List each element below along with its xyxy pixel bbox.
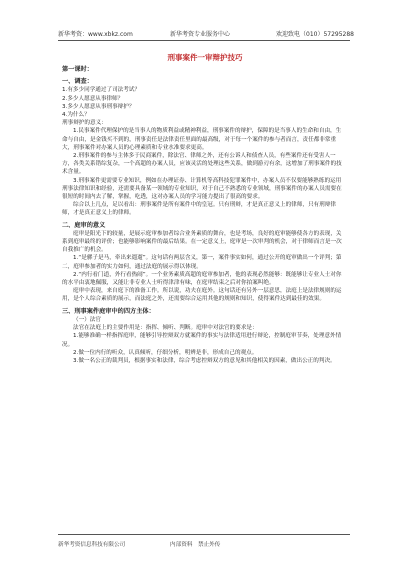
section-1-heading: 一、调查：: [62, 78, 93, 86]
header-center-name: 新华考资专业服务中心: [170, 31, 231, 38]
paragraph: 1.“是骡子是马，牵出来遛遛”。这句话有两层含义，第一，案件事实如何，通过公开的庭审做出一个评判；第二，庭审参加者的实力如何，通过法庭的展示得以体现。: [62, 255, 342, 270]
section-3-heading: 三、刑事案件庭审中的四方主体：: [62, 307, 155, 315]
header-website: 新华考资：www.xbkz.com: [58, 31, 133, 38]
paragraph: 2.做一位内行的听众，认真倾听，仔细分析，明辨是非，形成自己的观点。: [73, 349, 258, 356]
footer-company: 新华考资信息科技有限公司: [58, 542, 126, 548]
footer-notice: 内部资料 禁止外传: [170, 542, 221, 548]
survey-question: 4.为什么？: [62, 112, 90, 119]
header-rule: [58, 40, 350, 41]
subheading: 刑事辩护的意义：: [62, 120, 107, 127]
paragraph: 庭审是阳光下的较量，是展示庭审参加者综合业务素质的舞台，也是考场，良好的庭审能够使各方的表现，关系到庭审最终的评价；也能够影响案件的最后结果。在一定意义上，庭审是一次审判的机会，对于律师而言是一次自我推广的机会。: [62, 230, 342, 254]
paragraph: 1.民事案件代理保护的是当事人的物质利益或精神利益，刑事案件的辩护，保障的是当事人的生命和自由，生命与自由，是金钱买不到的，刑事责任是法律责任里面的最高级，对于每一个案件的参与者而言，责任都非常重大，刑事案件对办案人员的心理素质和专业水准要求更高。: [62, 128, 342, 151]
section-2-heading: 二、庭审的意义: [62, 221, 106, 229]
document-body: [62, 66, 346, 365]
paragraph: 3.刑事案件更需要专业知识，例如在办理证券、计算机等高科技犯罪案件中，办案人员不仅要能够熟练的运用刑事法律知识和经验，还需要具备某一领域的专业知识，对于自己不熟悉的专业领域，刑事案件的办案人员需要在很短的时间内去了解，掌握，吃透，这对办案人员的学习能力提出了很高的要求。: [62, 177, 342, 201]
survey-question: 2.多少人愿意从事律师？: [62, 95, 124, 102]
paragraph: 2.刑事案件的参与主体多于民商案件，除法官、律师之外，还有公诉人和侦查人员，有些案件还有受害人一方，各类关系错综复杂，一个高超的办案人员，应该灵活的处理这些关系，做到游刃有余，这增加了刑事案件的技术含量。: [62, 153, 342, 176]
paragraph: 法官在法庭上的主要作用是：指挥、倾听、判断。庭审中对法官的要求是：: [73, 325, 258, 332]
footer-rule: [58, 534, 350, 535]
paragraph: 庭审中表现，来自庭下的准备工作。所以说，功夫在庭外。这句话还有另外一层意思，法庭上是法律规则的运用，是个人综合素质的展示，而法庭之外，还需要综合运用其他的规则和知识，使得案件达到最佳的效果。: [62, 288, 342, 303]
document-title: 刑事案件一审辩护技巧: [167, 53, 243, 62]
header-phone: 欢迎致电（010）57295288: [276, 31, 354, 38]
lesson-heading: 第一课时：: [62, 66, 93, 73]
paragraph: 综合以上几点，足以看出：刑事案件是所有案件中的皇冠。只有刑辩，才是真正意义上的律师，只有刑辩律师，才是真正意义上的律师。: [62, 202, 336, 217]
subheading: （一）法官: [73, 316, 101, 323]
survey-question: 3.多少人愿意从事刑事辩护？: [62, 103, 135, 110]
paragraph: 3.做一名公正的裁判员，根据事实和法律，综合考虑控辩双方的意见和其他相关的因素，做出公正的判决。: [73, 357, 336, 364]
paragraph: 1.能够准确一样指挥庭审，能够引导控辩双方就案件的事实与法律适用进行辩论，控制庭审节奏，处理意外情况。: [62, 333, 342, 348]
survey-question: 1.有多少同学通过了司法考试？: [62, 87, 141, 94]
paragraph: 2.“内行看门道，外行看热闹”。一个业务素质高超的庭审参加者，他的表现必然能够：既能够让专业人士对你的水平由衷地佩服，又能让非专业人士听得津津有味，在庭审结束之后对你拍案叫绝。: [62, 271, 342, 287]
